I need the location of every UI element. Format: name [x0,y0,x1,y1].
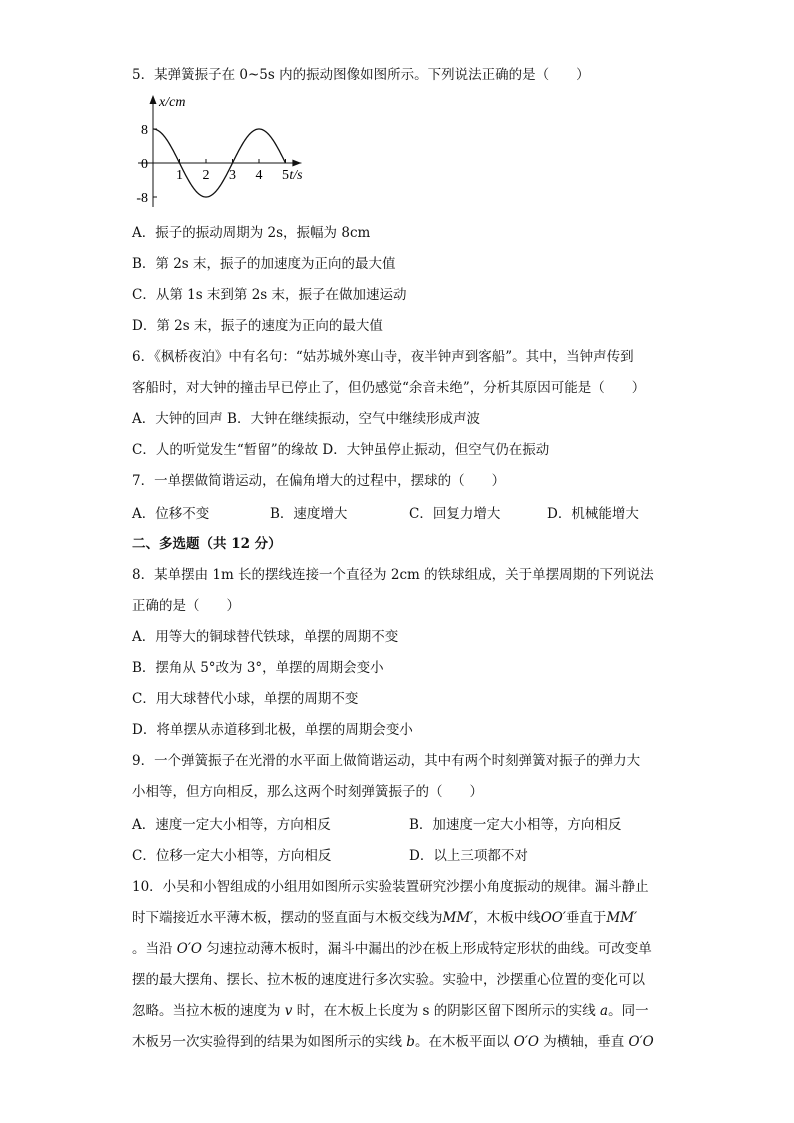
q10-line-6 [132,1033,654,1051]
q10-symbol: a [600,1003,609,1019]
q5-option-b: B．第 2s 末，振子的加速度为正向的最大值 [132,256,396,272]
q9-option-a: A．速度一定大小相等，方向相反 [132,817,331,833]
q10-text: 匀速拉动薄木板时，漏斗中漏出的沙在板上形成特定形状的曲线。可改变单 [202,941,652,957]
x-axis-label: t/s [289,168,303,183]
q7-option-d: D．机械能增大 [547,506,639,522]
q10-line-2 [132,909,637,927]
y-tick-label: -8 [136,191,148,206]
q9-line-2: 小相等，但方向相反，那么这两个时刻弹簧振子的（ ） [132,784,483,800]
q8-line-2: 正确的是（ ） [132,598,240,614]
x-tick-label: 2 [202,168,210,183]
q6-line-4: C．人的听觉发生“暂留”的缘故 D．大钟虽停止振动，但空气仍在振动 [132,442,550,458]
q10-symbol: O′O [628,1034,654,1050]
q7-stem: 7．一单摆做简谐运动，在偏角增大的过程中，摆球的（ ） [132,473,506,489]
q10-symbol: O′O [176,941,202,957]
q9-option-c: C．位移一定大小相等，方向相反 [132,848,332,864]
q5-option-a: A．振子的振动周期为 2s，振幅为 8cm [132,225,371,241]
q10-line-5 [132,1002,649,1020]
q10-symbol: v [284,1003,293,1019]
x-axis-arrow [292,160,301,167]
q6-line-3: A．大钟的回声 B．大钟在继续振动，空气中继续形成声波 [132,411,480,427]
q10-symbol: b [406,1034,415,1050]
x-tick-label: 1 [176,168,183,183]
section-title-multiple-choice: 二、多选题（共 12 分） [132,536,282,552]
q10-text: 忽略。当拉木板的速度为 [132,1003,285,1019]
x-tick-label: 3 [229,168,236,183]
q10-text: 木板另一次实验得到的结果为如图所示的实线 [132,1034,407,1050]
q5-option-d: D．第 2s 末，振子的速度为正向的最大值 [132,318,383,334]
q8-option-a: A．用等大的铜球替代铁球，单摆的周期不变 [132,629,399,645]
q10-line-3 [132,940,652,958]
y-tick-label: 0 [141,157,148,172]
q10-text: 时下端接近水平薄木板，摆动的竖直面与木板交线为 [132,910,443,926]
q6-line-1: 6．《枫桥夜泊》中有名句：“姑苏城外寒山寺，夜半钟声到客船”。其中，当钟声传到 [132,349,634,365]
y-tick-label: 8 [141,123,148,138]
q10-symbol: OO′ [540,910,566,926]
q10-text: ，木板中线 [473,910,541,926]
q10-line-1: 10．小吴和小智组成的小组用如图所示实验装置研究沙摆小角度振动的规律。漏斗静止 [132,879,649,895]
q9-option-d: D．以上三项都不对 [409,848,528,864]
q10-symbol: MM′ [442,910,474,926]
y-axis-label: x/cm [159,95,186,110]
q10-line-4: 摆的最大摆角、摆长、拉木板的速度进行多次实验。实验中，沙摆重心位置的变化可以 [132,972,645,988]
q8-line-1: 8．某单摆由 1m 长的摆线连接一个直径为 2cm 的铁球组成，关于单摆周期的下列说法 [132,567,654,583]
y-axis-arrow [150,95,157,104]
q7-option-c: C．回复力增大 [409,506,501,522]
q8-option-d: D．将单摆从赤道移到北极，单摆的周期会变小 [132,722,413,738]
q8-option-b: B．摆角从 5°改为 3°，单摆的周期会变小 [132,660,384,676]
q10-symbol: MM′ [606,910,638,926]
q10-symbol: O′O [513,1034,539,1050]
q9-line-1: 9．一个弹簧振子在光滑的水平面上做简谐运动，其中有两个时刻弹簧对振子的弹力大 [132,753,641,769]
q10-text: 。当沿 [132,941,177,957]
q10-text: 。同一 [608,1003,649,1019]
q9-option-b: B．加速度一定大小相等，方向相反 [409,817,622,833]
q7-option-a: A．位移不变 [132,506,210,522]
q10-text: 为横轴，垂直 [538,1034,629,1050]
q10-text: 。在木板平面以 [414,1034,514,1050]
q5-stem: 5．某弹簧振子在 0~5s 内的振动图像如图所示。下列说法正确的是（ ） [132,67,590,83]
q10-text: 时，在木板上长度为 s 的阴影区留下图所示的实线 [292,1003,601,1019]
q8-option-c: C．用大球替代小球，单摆的周期不变 [132,691,359,707]
q5-vibration-chart [136,92,336,212]
x-tick-label: 5 [282,168,289,183]
q7-option-b: B．速度增大 [270,506,348,522]
q6-line-2: 客船时，对大钟的撞击早已停止了，但仍感觉“余音未绝”，分析其原因可能是（ ） [132,380,646,396]
q5-option-c: C．从第 1s 末到第 2s 末，振子在做加速运动 [132,287,407,303]
q10-text: 垂直于 [565,910,607,926]
x-tick-label: 4 [255,168,263,183]
